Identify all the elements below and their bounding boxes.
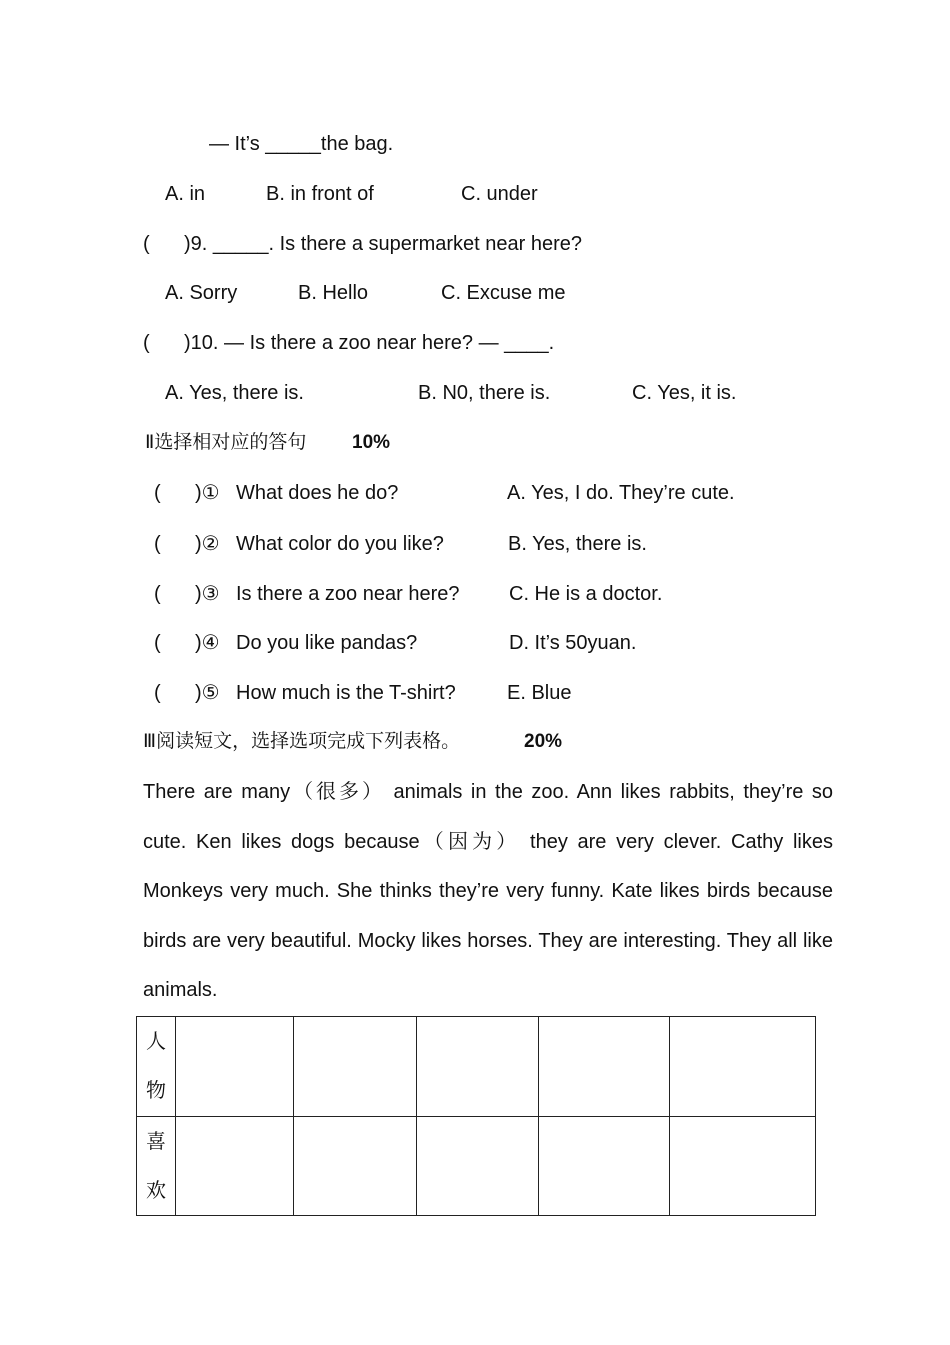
reading-passage: There are many（很多） animals in the zoo. Ann likes rabbits, they’re so cute. Ken likes dogs because（因为） they are very clever. Cathy likes Monkeys very much. She thinks they’re very funny. Kate likes birds because birds are very beautiful. Mocky likes horses. They are interesting. They all like animals. xyxy=(143,781,833,1002)
match-row-3-paren: ( xyxy=(154,583,161,605)
match-row-1-paren: ( xyxy=(154,482,161,504)
q10-option-b: B. N0, there is. xyxy=(418,382,551,404)
table-cell[interactable] xyxy=(294,1116,417,1216)
match-row-3-answer: C. He is a doctor. xyxy=(509,583,663,605)
table-cell[interactable] xyxy=(539,1017,670,1117)
table-cell[interactable] xyxy=(417,1116,539,1216)
table-cell[interactable] xyxy=(176,1017,294,1117)
table-cell[interactable] xyxy=(294,1017,417,1117)
match-row-1-answer: A. Yes, I do. They’re cute. xyxy=(507,482,735,504)
table-cell[interactable] xyxy=(417,1017,539,1117)
match-row-2-num: )② xyxy=(195,533,220,555)
q9-option-b: B. Hello xyxy=(298,282,369,304)
q9-stem: )9. _____. Is there a supermarket near here? xyxy=(184,233,583,255)
q8-option-a: A. in xyxy=(165,183,206,205)
match-row-1-question: What does he do? xyxy=(236,482,399,504)
match-row-5-num: )⑤ xyxy=(195,682,220,704)
match-row-1-num: )① xyxy=(195,482,220,504)
q8-option-b: B. in front of xyxy=(266,183,374,205)
q10-paren: ( xyxy=(143,332,150,354)
q9-option-c: C. Excuse me xyxy=(441,282,566,304)
match-row-3-question: Is there a zoo near here? xyxy=(236,583,460,605)
row-head-char-2: 欢 xyxy=(146,1177,166,1202)
match-row-4-answer: D. It’s 50yuan. xyxy=(509,632,637,654)
q9-paren: ( xyxy=(143,233,150,255)
q9-option-a: A. Sorry xyxy=(165,282,238,304)
section3-title: Ⅲ阅读短文，选择选项完成下列表格。 xyxy=(143,730,461,752)
table-cell[interactable] xyxy=(176,1116,294,1216)
table-row-person xyxy=(137,1017,816,1117)
row-head-char-1: 喜 xyxy=(146,1128,166,1153)
match-row-5-question: How much is the T-shirt? xyxy=(236,682,456,704)
match-row-5-paren: ( xyxy=(154,682,161,704)
match-row-2-question: What color do you like? xyxy=(236,533,444,555)
answer-table xyxy=(136,1016,816,1216)
row-head-char-1: 人 xyxy=(146,1029,166,1053)
table-row-header-person xyxy=(137,1017,176,1117)
q10-option-a: A. Yes, there is. xyxy=(165,382,304,404)
table-row-header-likes xyxy=(137,1116,176,1216)
section2-title: Ⅱ选择相对应的答句 xyxy=(145,431,307,453)
q8-option-c: C. under xyxy=(461,183,538,205)
section2-score: 10% xyxy=(352,432,391,453)
q10-option-c: C. Yes, it is. xyxy=(632,382,737,404)
q8-answer-line: — It’s _____the bag. xyxy=(209,133,394,155)
match-row-5-answer: E. Blue xyxy=(507,682,572,704)
table-cell[interactable] xyxy=(539,1116,670,1216)
match-row-4-paren: ( xyxy=(154,632,161,654)
table-cell[interactable] xyxy=(670,1116,816,1216)
match-row-2-answer: B. Yes, there is. xyxy=(508,533,647,555)
match-row-4-question: Do you like pandas? xyxy=(236,632,418,654)
match-row-2-paren: ( xyxy=(154,533,161,555)
match-row-4-num: )④ xyxy=(195,632,220,654)
table-cell[interactable] xyxy=(670,1017,816,1117)
match-row-3-num: )③ xyxy=(195,583,220,605)
row-head-char-2: 物 xyxy=(146,1078,166,1102)
section3-score: 20% xyxy=(524,731,563,752)
table-row-likes xyxy=(137,1116,816,1216)
q10-stem: )10. — Is there a zoo near here? — ____. xyxy=(184,332,555,354)
